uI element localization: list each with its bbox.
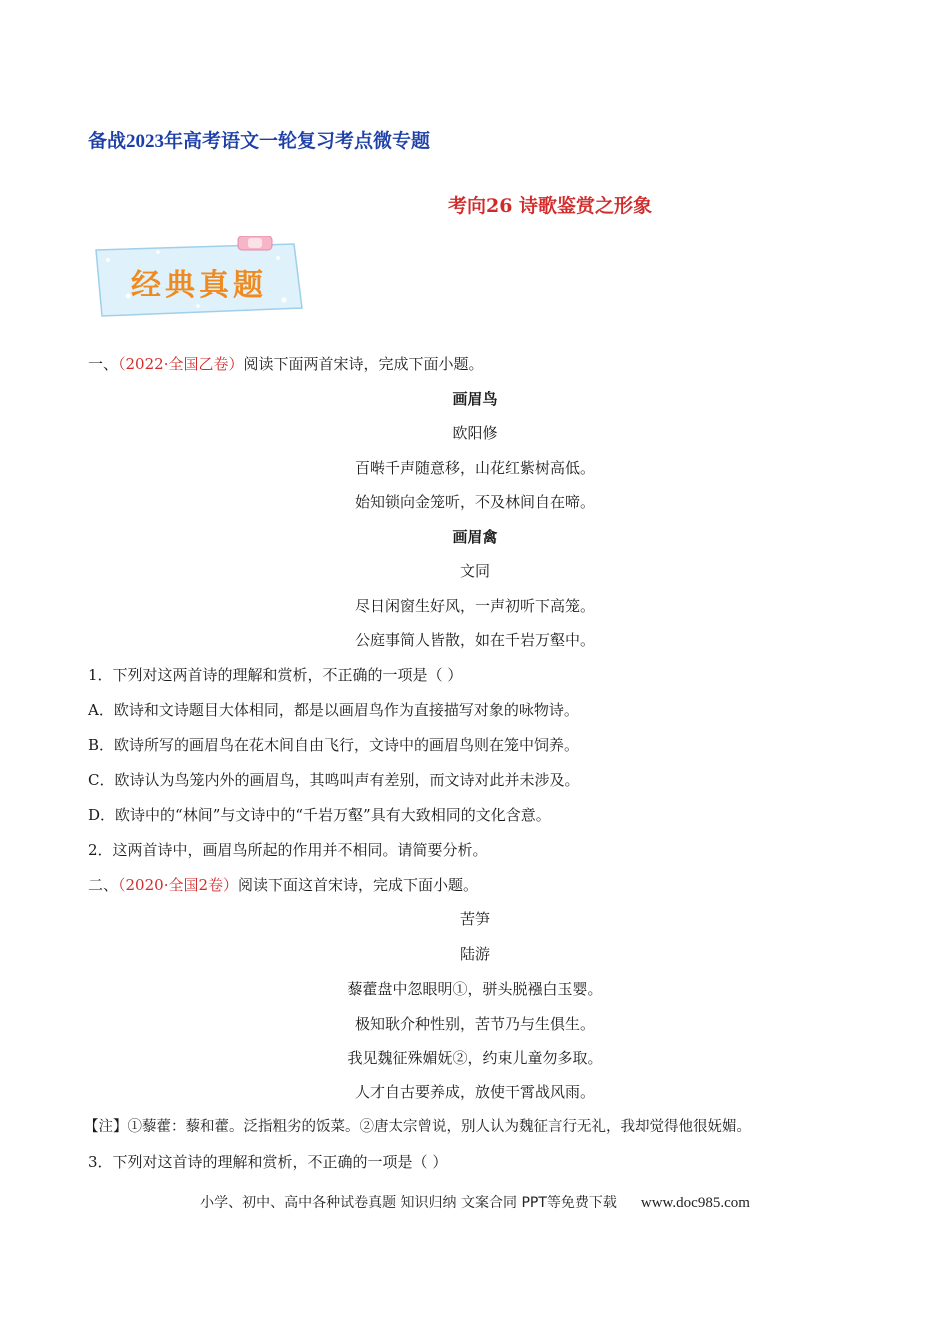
question-2-stem: 2．这两首诗中，画眉鸟所起的作用并不相同。请简要分析。 xyxy=(88,841,488,859)
section2-source: （2020·全国2卷） xyxy=(118,876,239,894)
section-banner xyxy=(88,236,310,322)
section1-prefix: 一、 xyxy=(88,355,119,373)
poem1-line: 百啭千声随意移，山花红紫树高低。 xyxy=(354,459,595,477)
question-3-stem: 3．下列对这首诗的理解和赏析，不正确的一项是（ ） xyxy=(88,1153,448,1171)
poem3-title: 苦笋 xyxy=(459,910,490,928)
poem1-line: 始知锁向金笼听，不及林间自在啼。 xyxy=(354,493,595,511)
poem2-line: 公庭事简人皆散，如在千岩万壑中。 xyxy=(354,631,595,649)
annotation-note: 【注】①藜藿：藜和藿。泛指粗劣的饭菜。②唐太宗曾说，别人认为魏征言行无礼，我却觉得他很妩媚。 xyxy=(84,1119,751,1135)
poem1-title: 画眉鸟 xyxy=(452,390,498,408)
footer-text: 小学、初中、高中各种试卷真题 知识归纳 文案合同 PPT等免费下载 xyxy=(200,1195,617,1211)
poem3-line: 极知耿介种性别，苦节乃与生俱生。 xyxy=(354,1015,595,1033)
poem2-author: 文同 xyxy=(459,562,490,580)
footer-url[interactable]: www.doc985.com xyxy=(640,1195,750,1211)
poem3-author: 陆游 xyxy=(459,945,490,963)
banner-label: 经典真题 xyxy=(131,268,267,303)
poem2-line: 尽日闲窗生好风，一声初听下高笼。 xyxy=(354,597,595,615)
poem2-title: 画眉禽 xyxy=(452,528,498,546)
page-footer xyxy=(0,1192,950,1212)
topic-title-text: 考向26 诗歌鉴赏之形象 xyxy=(447,195,653,217)
poem1-author: 欧阳修 xyxy=(452,424,498,442)
question-1-option-a: A．欧诗和文诗题目大体相同，都是以画眉鸟作为直接描写对象的咏物诗。 xyxy=(88,701,579,719)
topic-title xyxy=(0,191,950,218)
series-title: 备战2023年高考语文一轮复习考点微专题 xyxy=(88,131,431,152)
section1-header xyxy=(88,354,483,374)
poem3-line: 人才自古要养成，放使干霄战风雨。 xyxy=(354,1083,595,1101)
section2-header xyxy=(88,875,478,895)
poem3-line: 藜藿盘中忽眼明①，骈头脱襁白玉婴。 xyxy=(347,980,603,998)
section1-source: （2022·全国乙卷） xyxy=(118,355,244,373)
question-1-option-d: D．欧诗中的“林间”与文诗中的“千岩万壑”具有大致相同的文化含意。 xyxy=(88,806,551,824)
poem3-line: 我见魏征殊媚妩②，约束儿童勿多取。 xyxy=(347,1049,603,1067)
question-1-stem: 1．下列对这两首诗的理解和赏析，不正确的一项是（ ） xyxy=(88,666,463,684)
section1-instruction: 阅读下面两首宋诗，完成下面小题。 xyxy=(243,355,484,373)
section2-prefix: 二、 xyxy=(88,876,119,894)
question-1-option-c: C．欧诗认为鸟笼内外的画眉鸟，其鸣叫声有差别，而文诗对此并未涉及。 xyxy=(88,771,580,789)
section2-instruction: 阅读下面这首宋诗，完成下面小题。 xyxy=(238,876,479,894)
question-1-option-b: B．欧诗所写的画眉鸟在花木间自由飞行，文诗中的画眉鸟则在笼中饲养。 xyxy=(88,736,580,754)
